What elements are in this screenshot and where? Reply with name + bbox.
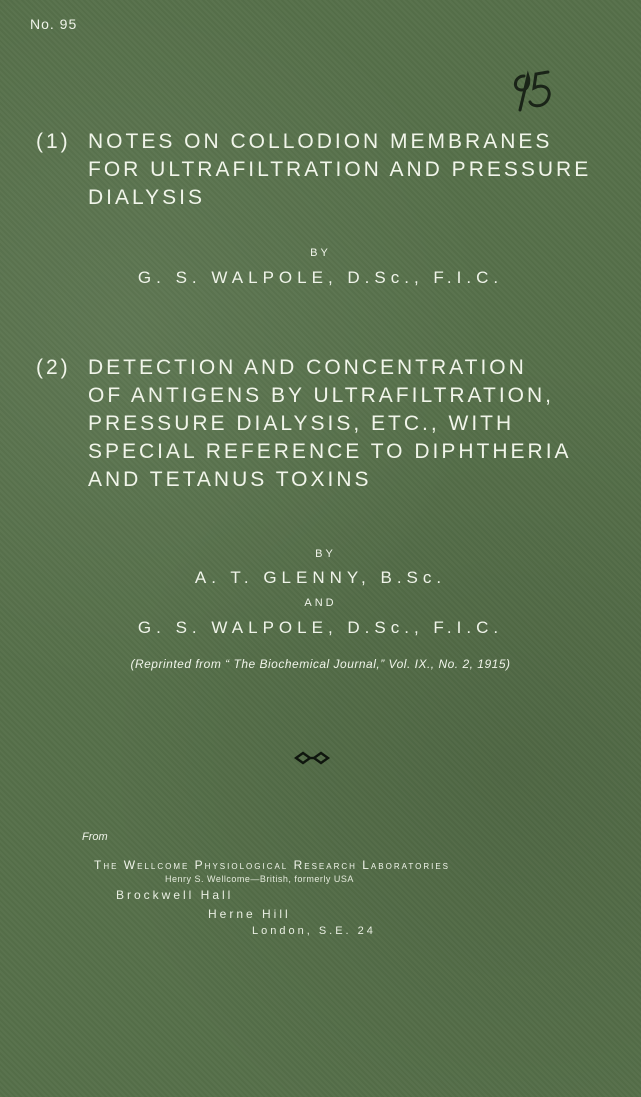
paper1-index: (1) bbox=[36, 130, 71, 153]
paper2-and: AND bbox=[304, 597, 337, 609]
from-label: From bbox=[82, 831, 108, 843]
handwritten-number bbox=[506, 66, 566, 114]
paper2-title bbox=[36, 354, 572, 494]
address-line: London, S.E. 24 bbox=[252, 925, 376, 937]
address-line: Herne Hill bbox=[208, 907, 291, 921]
paper2-author2: G. S. WALPOLE, D.Sc., F.I.C. bbox=[137, 618, 504, 637]
paper2-title-line: DETECTION AND CONCENTRATION bbox=[88, 356, 527, 379]
paper2-title-line: PRESSURE DIALYSIS, ETC., WITH bbox=[88, 412, 515, 435]
paper2-title-line: AND TETANUS TOXINS bbox=[88, 468, 372, 491]
double-wave-ornament bbox=[294, 751, 332, 765]
paper2-author1: A. T. GLENNY, B.Sc. bbox=[194, 568, 447, 587]
paper1-author: G. S. WALPOLE, D.Sc., F.I.C. bbox=[137, 268, 504, 287]
laboratory-sublabel: Henry S. Wellcome—British, formerly USA bbox=[165, 874, 354, 884]
paper1-title-line: FOR ULTRAFILTRATION AND PRESSURE bbox=[88, 158, 592, 181]
paper1-title-line: DIALYSIS bbox=[88, 186, 205, 209]
reprint-note: (Reprinted from “ The Biochemical Journal,” Vol. IX., No. 2, 1915) bbox=[130, 657, 511, 671]
paper1-title bbox=[36, 128, 591, 212]
document-number: No. 95 bbox=[30, 16, 78, 32]
paper1-by: BY bbox=[310, 247, 331, 259]
paper2-by: BY bbox=[315, 548, 336, 560]
paper2-index: (2) bbox=[36, 356, 71, 379]
paper1-title-line: NOTES ON COLLODION MEMBRANES bbox=[88, 130, 553, 153]
laboratory-name: The Wellcome Physiological Research Laboratories bbox=[94, 858, 450, 872]
address-line: Brockwell Hall bbox=[116, 888, 234, 902]
paper2-title-line: SPECIAL REFERENCE TO DIPHTHERIA bbox=[88, 440, 572, 463]
paper2-title-line: OF ANTIGENS BY ULTRAFILTRATION, bbox=[88, 384, 554, 407]
